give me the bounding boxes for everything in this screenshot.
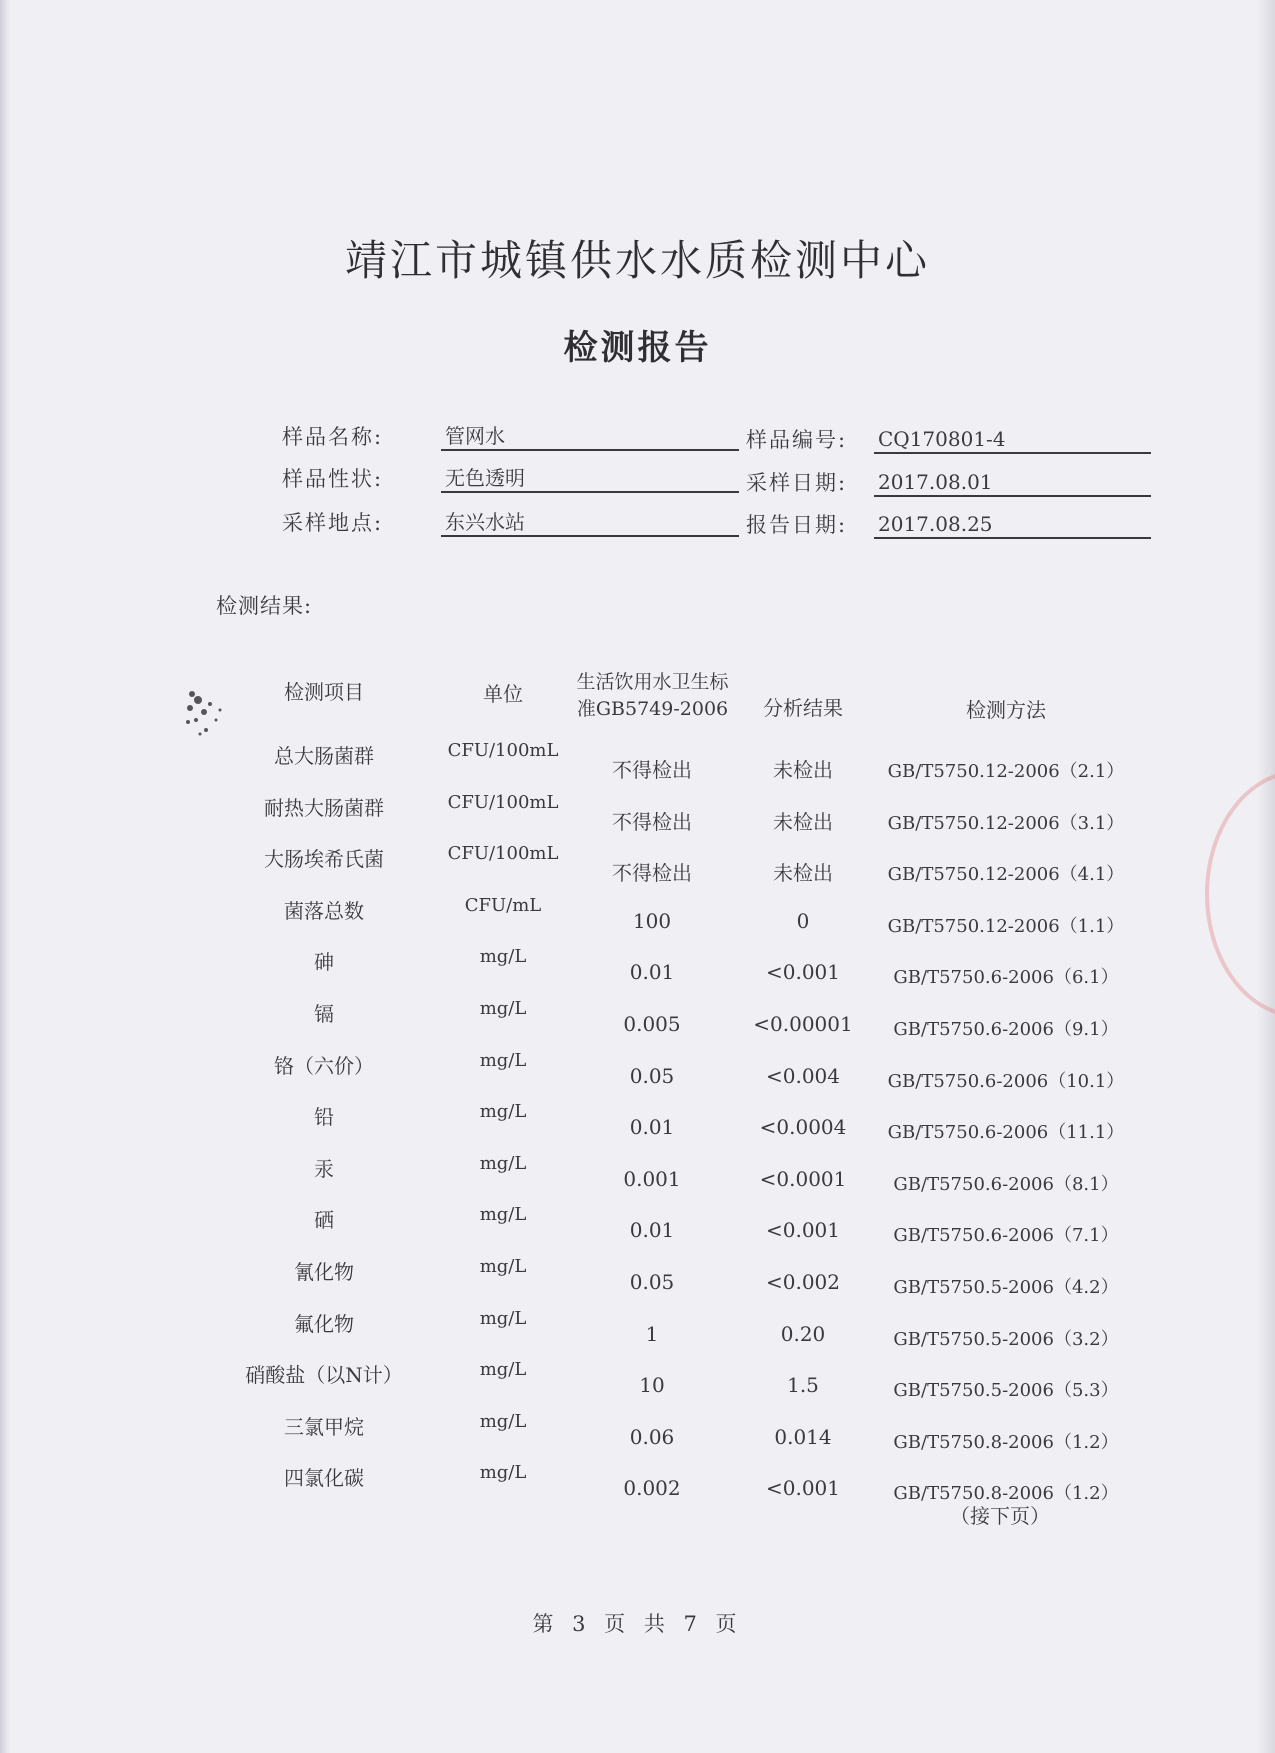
cell-item: 大肠埃希氏菌	[264, 847, 384, 871]
cell-result: <0.0001	[759, 1167, 847, 1191]
cell-standard: 0.002	[623, 1476, 681, 1500]
cell-method: GB/T5750.6-2006（9.1）	[893, 1019, 1119, 1040]
cell-unit: CFU/100mL	[447, 740, 559, 761]
cell-method: GB/T5750.6-2006（8.1）	[893, 1174, 1119, 1195]
cell-item: 三氯甲烷	[284, 1415, 364, 1439]
cell-method: GB/T5750.6-2006（10.1）	[887, 1071, 1125, 1092]
cell-item: 镉	[314, 1002, 334, 1026]
cell-standard: 不得检出	[612, 758, 692, 782]
header-standard-line1: 生活饮用水卫生标	[576, 671, 729, 693]
cell-standard: 100	[632, 909, 672, 933]
cell-result: 未检出	[773, 758, 833, 782]
cell-standard: 1	[645, 1322, 659, 1346]
cell-method: GB/T5750.12-2006（1.1）	[887, 916, 1125, 937]
sample-number-label: 样品编号:	[746, 428, 848, 452]
cell-item: 氰化物	[294, 1260, 354, 1284]
continue-note: （接下页）	[950, 1504, 1050, 1528]
cell-unit: mg/L	[479, 1308, 527, 1329]
cell-result: <0.00001	[753, 1012, 853, 1036]
cell-unit: mg/L	[479, 1153, 527, 1174]
cell-unit: mg/L	[479, 998, 527, 1019]
cell-result: <0.001	[765, 1476, 840, 1500]
report-title: 检测报告	[563, 328, 712, 368]
org-title: 靖江市城镇供水水质检测中心	[344, 236, 930, 285]
cell-method: GB/T5750.8-2006（1.2）	[893, 1432, 1119, 1453]
header-unit: 单位	[483, 682, 523, 706]
cell-item: 砷	[314, 950, 334, 974]
cell-unit: mg/L	[479, 1411, 527, 1432]
cell-item: 菌落总数	[284, 899, 364, 923]
red-seal-stamp	[1205, 770, 1275, 1018]
sampling-location-value: 东兴水站	[441, 507, 739, 537]
cell-result: <0.0004	[759, 1115, 847, 1139]
cell-unit: CFU/100mL	[447, 843, 559, 864]
cell-method: GB/T5750.5-2006（5.3）	[893, 1380, 1119, 1401]
cell-method: GB/T5750.12-2006（4.1）	[887, 864, 1125, 885]
cell-unit: mg/L	[479, 946, 527, 967]
cell-unit: mg/L	[479, 1101, 527, 1122]
sample-number-value: CQ170801-4	[874, 424, 1151, 454]
cell-method: GB/T5750.6-2006（7.1）	[893, 1225, 1119, 1246]
sample-name-value: 管网水	[441, 421, 739, 451]
sampling-date-label: 采样日期:	[746, 471, 848, 495]
cell-method: GB/T5750.12-2006（2.1）	[887, 761, 1125, 782]
cell-result: 1.5	[787, 1373, 819, 1397]
cell-unit: mg/L	[479, 1256, 527, 1277]
cell-standard: 0.01	[629, 1115, 675, 1139]
sample-name-label: 样品名称:	[282, 425, 384, 449]
cell-item: 铬（六价）	[274, 1054, 374, 1078]
cell-method: GB/T5750.5-2006（3.2）	[893, 1329, 1119, 1350]
cell-standard: 0.001	[623, 1167, 681, 1191]
sampling-date-value: 2017.08.01	[874, 467, 1151, 497]
report-date-label: 报告日期:	[746, 513, 848, 537]
cell-method: GB/T5750.6-2006（11.1）	[887, 1122, 1125, 1143]
cell-item: 硒	[314, 1208, 334, 1232]
cell-result: 未检出	[773, 861, 833, 885]
cell-item: 耐热大肠菌群	[264, 796, 384, 820]
page-number: 第 3 页 共 7 页	[532, 1612, 743, 1636]
cell-result: <0.002	[765, 1270, 840, 1294]
cell-standard: 不得检出	[612, 861, 692, 885]
header-standard-line2: 准GB5749-2006	[576, 698, 729, 720]
cell-unit: CFU/100mL	[447, 792, 559, 813]
cell-standard: 10	[639, 1373, 665, 1397]
cell-result: 0.20	[780, 1322, 826, 1346]
cell-result: 0	[796, 909, 810, 933]
report-date-value: 2017.08.25	[874, 509, 1151, 539]
cell-item: 汞	[314, 1157, 334, 1181]
cell-method: GB/T5750.6-2006（6.1）	[893, 967, 1119, 988]
cell-result: <0.001	[765, 960, 840, 984]
cell-standard: 0.05	[629, 1270, 675, 1294]
header-method: 检测方法	[966, 698, 1046, 722]
cell-result: 0.014	[774, 1425, 832, 1449]
cell-unit: CFU/mL	[464, 895, 542, 916]
cell-result: 未检出	[773, 810, 833, 834]
sample-appearance-label: 样品性状:	[282, 467, 384, 491]
cell-item: 氟化物	[294, 1312, 354, 1336]
cell-method: GB/T5750.8-2006（1.2）	[893, 1483, 1119, 1504]
cell-unit: mg/L	[479, 1050, 527, 1071]
cell-standard: 0.005	[623, 1012, 681, 1036]
cell-unit: mg/L	[479, 1359, 527, 1380]
sampling-location-label: 采样地点:	[282, 511, 384, 535]
sample-appearance-value: 无色透明	[441, 463, 739, 493]
cell-unit: mg/L	[479, 1204, 527, 1225]
cell-result: <0.004	[765, 1064, 840, 1088]
cell-item: 铅	[314, 1105, 334, 1129]
cell-item: 总大肠菌群	[274, 744, 374, 768]
cell-method: GB/T5750.12-2006（3.1）	[887, 813, 1125, 834]
header-item: 检测项目	[284, 680, 364, 704]
cell-standard: 0.01	[629, 1218, 675, 1242]
cell-result: <0.001	[765, 1218, 840, 1242]
results-heading: 检测结果:	[216, 594, 313, 618]
cell-item: 四氯化碳	[284, 1466, 364, 1490]
cell-standard: 0.05	[629, 1064, 675, 1088]
cell-unit: mg/L	[479, 1462, 527, 1483]
cell-standard: 0.06	[629, 1425, 675, 1449]
cell-standard: 0.01	[629, 960, 675, 984]
cell-standard: 不得检出	[612, 810, 692, 834]
cell-item: 硝酸盐（以N计）	[245, 1363, 403, 1387]
cell-method: GB/T5750.5-2006（4.2）	[893, 1277, 1119, 1298]
header-result: 分析结果	[763, 696, 843, 720]
